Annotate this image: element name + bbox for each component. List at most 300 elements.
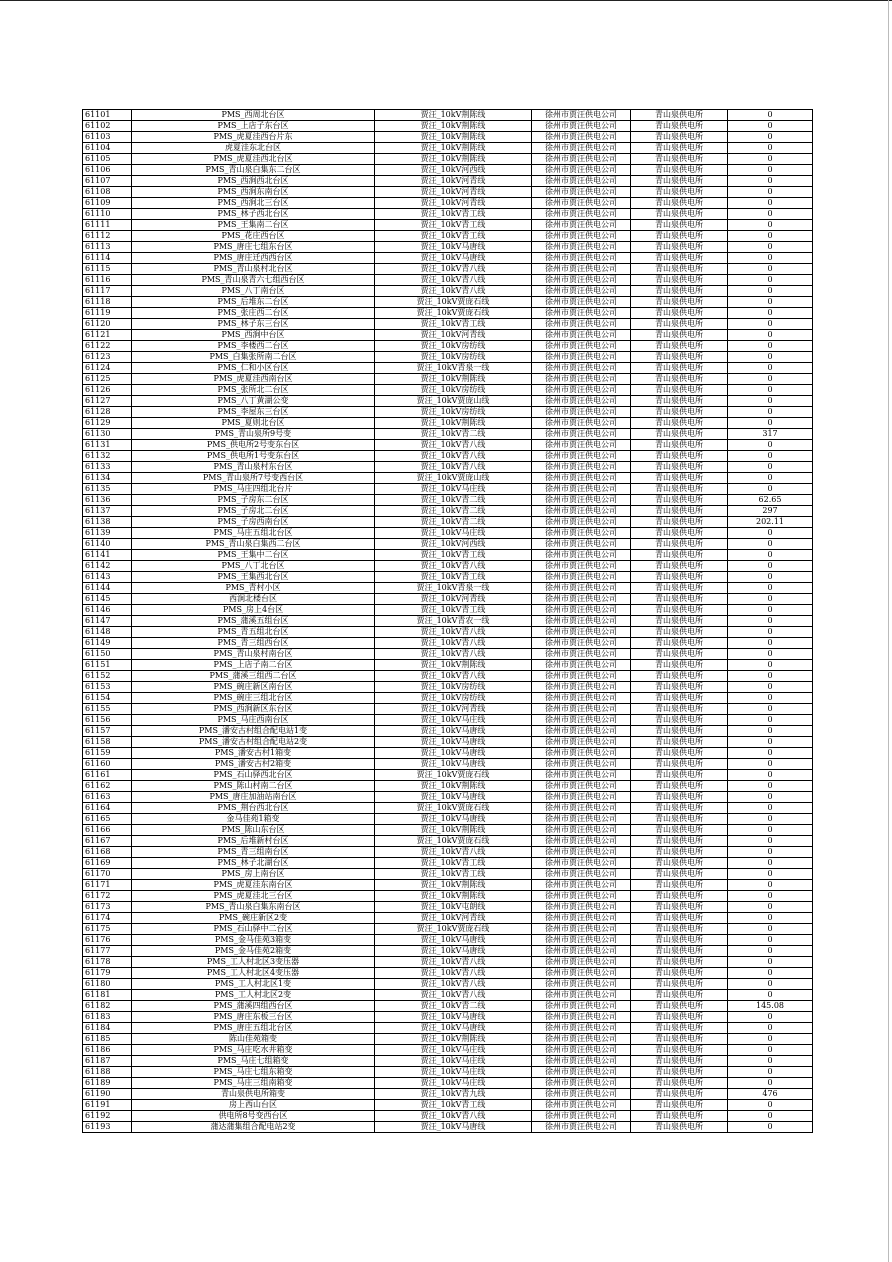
- line-name-cell: 贾汪_10kV河西线: [375, 165, 532, 176]
- row-id-cell: 61114: [83, 253, 132, 264]
- line-name-cell: 贾汪_10kV青工线: [375, 1100, 532, 1111]
- row-id-cell: 61126: [83, 385, 132, 396]
- area-name-cell: PMS_上店子南二台区: [132, 660, 375, 671]
- station-cell: 青山泉供电所: [631, 1056, 728, 1067]
- line-name-cell: 贾汪_10kV青八线: [375, 1111, 532, 1122]
- company-cell: 徐州市贾汪供电公司: [532, 770, 631, 781]
- company-cell: 徐州市贾汪供电公司: [532, 935, 631, 946]
- value-cell: 0: [728, 110, 813, 121]
- line-name-cell: 贾汪_10kV青工线: [375, 869, 532, 880]
- company-cell: 徐州市贾汪供电公司: [532, 220, 631, 231]
- row-id-cell: 61157: [83, 726, 132, 737]
- company-cell: 徐州市贾汪供电公司: [532, 198, 631, 209]
- line-name-cell: 贾汪_10kV河青线: [375, 176, 532, 187]
- table-row: [83, 187, 813, 198]
- line-name-cell: 贾汪_10kV青二线: [375, 429, 532, 440]
- value-cell: 0: [728, 352, 813, 363]
- area-name-cell: PMS_虎夏洼东南台区: [132, 880, 375, 891]
- line-name-cell: 贾汪_10kV青八线: [375, 275, 532, 286]
- table-row: [83, 990, 813, 1001]
- line-name-cell: 贾汪_10kV贾庞石线: [375, 770, 532, 781]
- value-cell: 0: [728, 693, 813, 704]
- value-cell: 0: [728, 726, 813, 737]
- area-name-cell: PMS_蒲溪三组西二台区: [132, 671, 375, 682]
- company-cell: 徐州市贾汪供电公司: [532, 1056, 631, 1067]
- row-id-cell: 61141: [83, 550, 132, 561]
- table-row: [83, 429, 813, 440]
- table-row: [83, 506, 813, 517]
- company-cell: 徐州市贾汪供电公司: [532, 847, 631, 858]
- table-row: [83, 1089, 813, 1100]
- area-name-cell: PMS_仁和小区台区: [132, 363, 375, 374]
- station-cell: 青山泉供电所: [631, 154, 728, 165]
- company-cell: 徐州市贾汪供电公司: [532, 880, 631, 891]
- row-id-cell: 61183: [83, 1012, 132, 1023]
- line-name-cell: 贾汪_10kV河青线: [375, 187, 532, 198]
- row-id-cell: 61138: [83, 517, 132, 528]
- value-cell: 317: [728, 429, 813, 440]
- area-name-cell: PMS_工人村北区2变: [132, 990, 375, 1001]
- company-cell: 徐州市贾汪供电公司: [532, 286, 631, 297]
- line-name-cell: 贾汪_10kV青八线: [375, 561, 532, 572]
- value-cell: 0: [728, 242, 813, 253]
- value-cell: 0: [728, 528, 813, 539]
- line-name-cell: 贾汪_10kV青八线: [375, 957, 532, 968]
- row-id-cell: 61103: [83, 132, 132, 143]
- line-name-cell: 贾汪_10kV马唐线: [375, 737, 532, 748]
- table-row: [83, 924, 813, 935]
- line-name-cell: 贾汪_10kV青八线: [375, 264, 532, 275]
- company-cell: 徐州市贾汪供电公司: [532, 407, 631, 418]
- company-cell: 徐州市贾汪供电公司: [532, 319, 631, 330]
- value-cell: 0: [728, 946, 813, 957]
- company-cell: 徐州市贾汪供电公司: [532, 517, 631, 528]
- value-cell: 0: [728, 847, 813, 858]
- row-id-cell: 61182: [83, 1001, 132, 1012]
- station-cell: 青山泉供电所: [631, 319, 728, 330]
- value-cell: 0: [728, 209, 813, 220]
- table-row: [83, 1012, 813, 1023]
- station-cell: 青山泉供电所: [631, 946, 728, 957]
- station-cell: 青山泉供电所: [631, 473, 728, 484]
- station-cell: 青山泉供电所: [631, 990, 728, 1001]
- area-name-cell: PMS_子房东二台区: [132, 495, 375, 506]
- area-name-cell: PMS_王集南二台区: [132, 220, 375, 231]
- value-cell: 0: [728, 462, 813, 473]
- table-row: [83, 198, 813, 209]
- row-id-cell: 61118: [83, 297, 132, 308]
- area-name-cell: PMS_工人村北区3变压器: [132, 957, 375, 968]
- table-row: [83, 902, 813, 913]
- row-id-cell: 61132: [83, 451, 132, 462]
- line-name-cell: 贾汪_10kV青八线: [375, 627, 532, 638]
- station-cell: 青山泉供电所: [631, 165, 728, 176]
- area-name-cell: PMS_花庄西台区: [132, 231, 375, 242]
- area-name-cell: PMS_王集西北台区: [132, 572, 375, 583]
- row-id-cell: 61150: [83, 649, 132, 660]
- station-cell: 青山泉供电所: [631, 363, 728, 374]
- station-cell: 青山泉供电所: [631, 550, 728, 561]
- area-name-cell: PMS_蒲溪五组台区: [132, 616, 375, 627]
- row-id-cell: 61156: [83, 715, 132, 726]
- value-cell: 0: [728, 176, 813, 187]
- value-cell: 0: [728, 363, 813, 374]
- value-cell: 0: [728, 308, 813, 319]
- value-cell: 0: [728, 220, 813, 231]
- row-id-cell: 61160: [83, 759, 132, 770]
- value-cell: 0: [728, 187, 813, 198]
- row-id-cell: 61142: [83, 561, 132, 572]
- company-cell: 徐州市贾汪供电公司: [532, 154, 631, 165]
- company-cell: 徐州市贾汪供电公司: [532, 957, 631, 968]
- row-id-cell: 61174: [83, 913, 132, 924]
- row-id-cell: 61185: [83, 1034, 132, 1045]
- line-name-cell: 贾汪_10kV河青线: [375, 330, 532, 341]
- line-name-cell: 贾汪_10kV青八线: [375, 990, 532, 1001]
- table-row: [83, 517, 813, 528]
- station-cell: 青山泉供电所: [631, 880, 728, 891]
- row-id-cell: 61153: [83, 682, 132, 693]
- station-cell: 青山泉供电所: [631, 748, 728, 759]
- table-row: [83, 253, 813, 264]
- row-id-cell: 61102: [83, 121, 132, 132]
- value-cell: 0: [728, 154, 813, 165]
- line-name-cell: 贾汪_10kV马唐线: [375, 253, 532, 264]
- row-id-cell: 61178: [83, 957, 132, 968]
- row-id-cell: 61165: [83, 814, 132, 825]
- area-name-cell: PMS_青山泉所9号变: [132, 429, 375, 440]
- table-row: [83, 143, 813, 154]
- company-cell: 徐州市贾汪供电公司: [532, 1067, 631, 1078]
- company-cell: 徐州市贾汪供电公司: [532, 737, 631, 748]
- row-id-cell: 61122: [83, 341, 132, 352]
- value-cell: 0: [728, 165, 813, 176]
- value-cell: 0: [728, 968, 813, 979]
- company-cell: 徐州市贾汪供电公司: [532, 440, 631, 451]
- company-cell: 徐州市贾汪供电公司: [532, 132, 631, 143]
- line-name-cell: 贾汪_10kV青二线: [375, 506, 532, 517]
- table-row: [83, 825, 813, 836]
- area-name-cell: 房上西山台区: [132, 1100, 375, 1111]
- line-name-cell: 贾汪_10kV青工线: [375, 605, 532, 616]
- row-id-cell: 61158: [83, 737, 132, 748]
- company-cell: 徐州市贾汪供电公司: [532, 693, 631, 704]
- row-id-cell: 61143: [83, 572, 132, 583]
- value-cell: 0: [728, 1078, 813, 1089]
- row-id-cell: 61117: [83, 286, 132, 297]
- station-cell: 青山泉供电所: [631, 649, 728, 660]
- area-name-cell: PMS_青三组南台区: [132, 847, 375, 858]
- area-name-cell: 虎夏洼东北台区: [132, 143, 375, 154]
- company-cell: 徐州市贾汪供电公司: [532, 869, 631, 880]
- area-name-cell: PMS_荆台西北台区: [132, 803, 375, 814]
- station-cell: 青山泉供电所: [631, 462, 728, 473]
- right-edge-line: [888, 0, 889, 1262]
- row-id-cell: 61184: [83, 1023, 132, 1034]
- station-cell: 青山泉供电所: [631, 825, 728, 836]
- value-cell: 0: [728, 704, 813, 715]
- row-id-cell: 61154: [83, 693, 132, 704]
- station-cell: 青山泉供电所: [631, 451, 728, 462]
- station-cell: 青山泉供电所: [631, 561, 728, 572]
- row-id-cell: 61116: [83, 275, 132, 286]
- table-row: [83, 462, 813, 473]
- value-cell: 145.08: [728, 1001, 813, 1012]
- value-cell: 0: [728, 1067, 813, 1078]
- station-cell: 青山泉供电所: [631, 968, 728, 979]
- station-cell: 青山泉供电所: [631, 264, 728, 275]
- value-cell: 0: [728, 396, 813, 407]
- row-id-cell: 61171: [83, 880, 132, 891]
- table-row: [83, 594, 813, 605]
- area-name-cell: PMS_八丁北台区: [132, 561, 375, 572]
- station-cell: 青山泉供电所: [631, 957, 728, 968]
- line-name-cell: 贾汪_10kV荆陈线: [375, 110, 532, 121]
- row-id-cell: 61136: [83, 495, 132, 506]
- company-cell: 徐州市贾汪供电公司: [532, 495, 631, 506]
- value-cell: 0: [728, 275, 813, 286]
- row-id-cell: 61164: [83, 803, 132, 814]
- value-cell: 0: [728, 550, 813, 561]
- area-name-cell: PMS_唐庄加油站南台区: [132, 792, 375, 803]
- company-cell: 徐州市贾汪供电公司: [532, 110, 631, 121]
- line-name-cell: 贾汪_10kV贾庞石线: [375, 297, 532, 308]
- station-cell: 青山泉供电所: [631, 242, 728, 253]
- station-cell: 青山泉供电所: [631, 1012, 728, 1023]
- area-name-cell: PMS_西涧中台区: [132, 330, 375, 341]
- station-cell: 青山泉供电所: [631, 682, 728, 693]
- line-name-cell: 贾汪_10kV荆陈线: [375, 825, 532, 836]
- area-name-cell: PMS_马庄西南台区: [132, 715, 375, 726]
- line-name-cell: 贾汪_10kV马唐线: [375, 935, 532, 946]
- area-name-cell: PMS_马庄七组东箱变: [132, 1067, 375, 1078]
- table-row: [83, 209, 813, 220]
- table-row: [83, 264, 813, 275]
- row-id-cell: 61130: [83, 429, 132, 440]
- value-cell: 0: [728, 330, 813, 341]
- value-cell: 476: [728, 1089, 813, 1100]
- line-name-cell: 贾汪_10kV马唐线: [375, 792, 532, 803]
- line-name-cell: 贾汪_10kV马庄线: [375, 1056, 532, 1067]
- table-row: [83, 649, 813, 660]
- table-row: [83, 1067, 813, 1078]
- value-cell: 0: [728, 913, 813, 924]
- station-cell: 青山泉供电所: [631, 836, 728, 847]
- row-id-cell: 61193: [83, 1122, 132, 1133]
- line-name-cell: 贾汪_10kV马庄线: [375, 715, 532, 726]
- area-name-cell: PMS_后堆东二台区: [132, 297, 375, 308]
- row-id-cell: 61139: [83, 528, 132, 539]
- row-id-cell: 61170: [83, 869, 132, 880]
- station-cell: 青山泉供电所: [631, 286, 728, 297]
- company-cell: 徐州市贾汪供电公司: [532, 913, 631, 924]
- row-id-cell: 61112: [83, 231, 132, 242]
- station-cell: 青山泉供电所: [631, 308, 728, 319]
- table-row: [83, 341, 813, 352]
- company-cell: 徐州市贾汪供电公司: [532, 396, 631, 407]
- line-name-cell: 贾汪_10kV河青线: [375, 704, 532, 715]
- station-cell: 青山泉供电所: [631, 429, 728, 440]
- station-cell: 青山泉供电所: [631, 440, 728, 451]
- line-name-cell: 贾汪_10kV马唐线: [375, 242, 532, 253]
- value-cell: 0: [728, 539, 813, 550]
- company-cell: 徐州市贾汪供电公司: [532, 968, 631, 979]
- value-cell: 0: [728, 440, 813, 451]
- line-name-cell: 贾汪_10kV贾庞石线: [375, 924, 532, 935]
- station-cell: 青山泉供电所: [631, 539, 728, 550]
- table-row: [83, 770, 813, 781]
- area-name-cell: PMS_西涧新区东台区: [132, 704, 375, 715]
- row-id-cell: 61168: [83, 847, 132, 858]
- value-cell: 0: [728, 451, 813, 462]
- station-cell: 青山泉供电所: [631, 374, 728, 385]
- table-row: [83, 814, 813, 825]
- value-cell: 0: [728, 891, 813, 902]
- line-name-cell: 贾汪_10kV马庄线: [375, 528, 532, 539]
- value-cell: 0: [728, 748, 813, 759]
- company-cell: 徐州市贾汪供电公司: [532, 550, 631, 561]
- company-cell: 徐州市贾汪供电公司: [532, 825, 631, 836]
- row-id-cell: 61146: [83, 605, 132, 616]
- company-cell: 徐州市贾汪供电公司: [532, 1078, 631, 1089]
- company-cell: 徐州市贾汪供电公司: [532, 1034, 631, 1045]
- station-cell: 青山泉供电所: [631, 627, 728, 638]
- station-cell: 青山泉供电所: [631, 660, 728, 671]
- area-name-cell: PMS_供电所1号变东台区: [132, 451, 375, 462]
- station-cell: 青山泉供电所: [631, 737, 728, 748]
- value-cell: 0: [728, 803, 813, 814]
- company-cell: 徐州市贾汪供电公司: [532, 649, 631, 660]
- value-cell: 0: [728, 759, 813, 770]
- row-id-cell: 61128: [83, 407, 132, 418]
- station-cell: 青山泉供电所: [631, 572, 728, 583]
- value-cell: 0: [728, 979, 813, 990]
- area-name-cell: PMS_青五组北台区: [132, 627, 375, 638]
- value-cell: 0: [728, 198, 813, 209]
- table-row: [83, 748, 813, 759]
- company-cell: 徐州市贾汪供电公司: [532, 385, 631, 396]
- area-name-cell: PMS_唐庄迁西西台区: [132, 253, 375, 264]
- line-name-cell: 贾汪_10kV荆陈线: [375, 418, 532, 429]
- company-cell: 徐州市贾汪供电公司: [532, 165, 631, 176]
- table-row: [83, 110, 813, 121]
- station-cell: 青山泉供电所: [631, 759, 728, 770]
- row-id-cell: 61155: [83, 704, 132, 715]
- row-id-cell: 61190: [83, 1089, 132, 1100]
- row-id-cell: 61104: [83, 143, 132, 154]
- table-row: [83, 836, 813, 847]
- value-cell: 0: [728, 385, 813, 396]
- table-row: [83, 660, 813, 671]
- row-id-cell: 61169: [83, 858, 132, 869]
- company-cell: 徐州市贾汪供电公司: [532, 264, 631, 275]
- row-id-cell: 61109: [83, 198, 132, 209]
- station-cell: 青山泉供电所: [631, 418, 728, 429]
- company-cell: 徐州市贾汪供电公司: [532, 231, 631, 242]
- area-name-cell: PMS_青山泉村南台区: [132, 649, 375, 660]
- table-row: [83, 946, 813, 957]
- company-cell: 徐州市贾汪供电公司: [532, 858, 631, 869]
- table-row: [83, 1111, 813, 1122]
- area-name-cell: PMS_马庄三组南箱变: [132, 1078, 375, 1089]
- area-name-cell: PMS_工人村北区1变: [132, 979, 375, 990]
- value-cell: 0: [728, 1111, 813, 1122]
- row-id-cell: 61188: [83, 1067, 132, 1078]
- value-cell: 0: [728, 880, 813, 891]
- row-id-cell: 61127: [83, 396, 132, 407]
- line-name-cell: 贾汪_10kV青八线: [375, 286, 532, 297]
- line-name-cell: 贾汪_10kV青八线: [375, 979, 532, 990]
- table-row: [83, 165, 813, 176]
- value-cell: 0: [728, 605, 813, 616]
- company-cell: 徐州市贾汪供电公司: [532, 528, 631, 539]
- row-id-cell: 61162: [83, 781, 132, 792]
- row-id-cell: 61176: [83, 935, 132, 946]
- station-cell: 青山泉供电所: [631, 704, 728, 715]
- value-cell: 0: [728, 583, 813, 594]
- line-name-cell: 贾汪_10kV青二线: [375, 517, 532, 528]
- line-name-cell: 贾汪_10kV荆陈线: [375, 121, 532, 132]
- row-id-cell: 61124: [83, 363, 132, 374]
- table-row: [83, 671, 813, 682]
- area-name-cell: 供电所8号变西台区: [132, 1111, 375, 1122]
- station-cell: 青山泉供电所: [631, 671, 728, 682]
- table-row: [83, 737, 813, 748]
- company-cell: 徐州市贾汪供电公司: [532, 748, 631, 759]
- company-cell: 徐州市贾汪供电公司: [532, 902, 631, 913]
- value-cell: 0: [728, 572, 813, 583]
- area-name-cell: PMS_青山泉白集东南台区: [132, 902, 375, 913]
- value-cell: 0: [728, 781, 813, 792]
- company-cell: 徐州市贾汪供电公司: [532, 627, 631, 638]
- company-cell: 徐州市贾汪供电公司: [532, 946, 631, 957]
- row-id-cell: 61135: [83, 484, 132, 495]
- table-row: [83, 550, 813, 561]
- company-cell: 徐州市贾汪供电公司: [532, 715, 631, 726]
- area-name-cell: PMS_潘安古村2箱变: [132, 759, 375, 770]
- station-cell: 青山泉供电所: [631, 814, 728, 825]
- station-cell: 青山泉供电所: [631, 869, 728, 880]
- station-cell: 青山泉供电所: [631, 341, 728, 352]
- area-name-cell: PMS_西周北台区: [132, 110, 375, 121]
- row-id-cell: 61172: [83, 891, 132, 902]
- value-cell: 0: [728, 836, 813, 847]
- area-name-cell: PMS_青三组西台区: [132, 638, 375, 649]
- station-cell: 青山泉供电所: [631, 781, 728, 792]
- company-cell: 徐州市贾汪供电公司: [532, 484, 631, 495]
- value-cell: 0: [728, 638, 813, 649]
- company-cell: 徐州市贾汪供电公司: [532, 605, 631, 616]
- row-id-cell: 61166: [83, 825, 132, 836]
- company-cell: 徐州市贾汪供电公司: [532, 121, 631, 132]
- table-row: [83, 1078, 813, 1089]
- company-cell: 徐州市贾汪供电公司: [532, 803, 631, 814]
- table-row: [83, 572, 813, 583]
- company-cell: 徐州市贾汪供电公司: [532, 792, 631, 803]
- table-row: [83, 418, 813, 429]
- table-row: [83, 385, 813, 396]
- area-name-cell: PMS_青村小区: [132, 583, 375, 594]
- area-name-cell: PMS_金马佳苑2箱变: [132, 946, 375, 957]
- line-name-cell: 贾汪_10kV贾庞石线: [375, 836, 532, 847]
- line-name-cell: 贾汪_10kV马庄线: [375, 1067, 532, 1078]
- area-name-cell: PMS_唐庄七组东台区: [132, 242, 375, 253]
- station-cell: 青山泉供电所: [631, 396, 728, 407]
- area-name-cell: PMS_房上南台区: [132, 869, 375, 880]
- company-cell: 徐州市贾汪供电公司: [532, 242, 631, 253]
- line-name-cell: 贾汪_10kV青工线: [375, 319, 532, 330]
- table-row: [83, 297, 813, 308]
